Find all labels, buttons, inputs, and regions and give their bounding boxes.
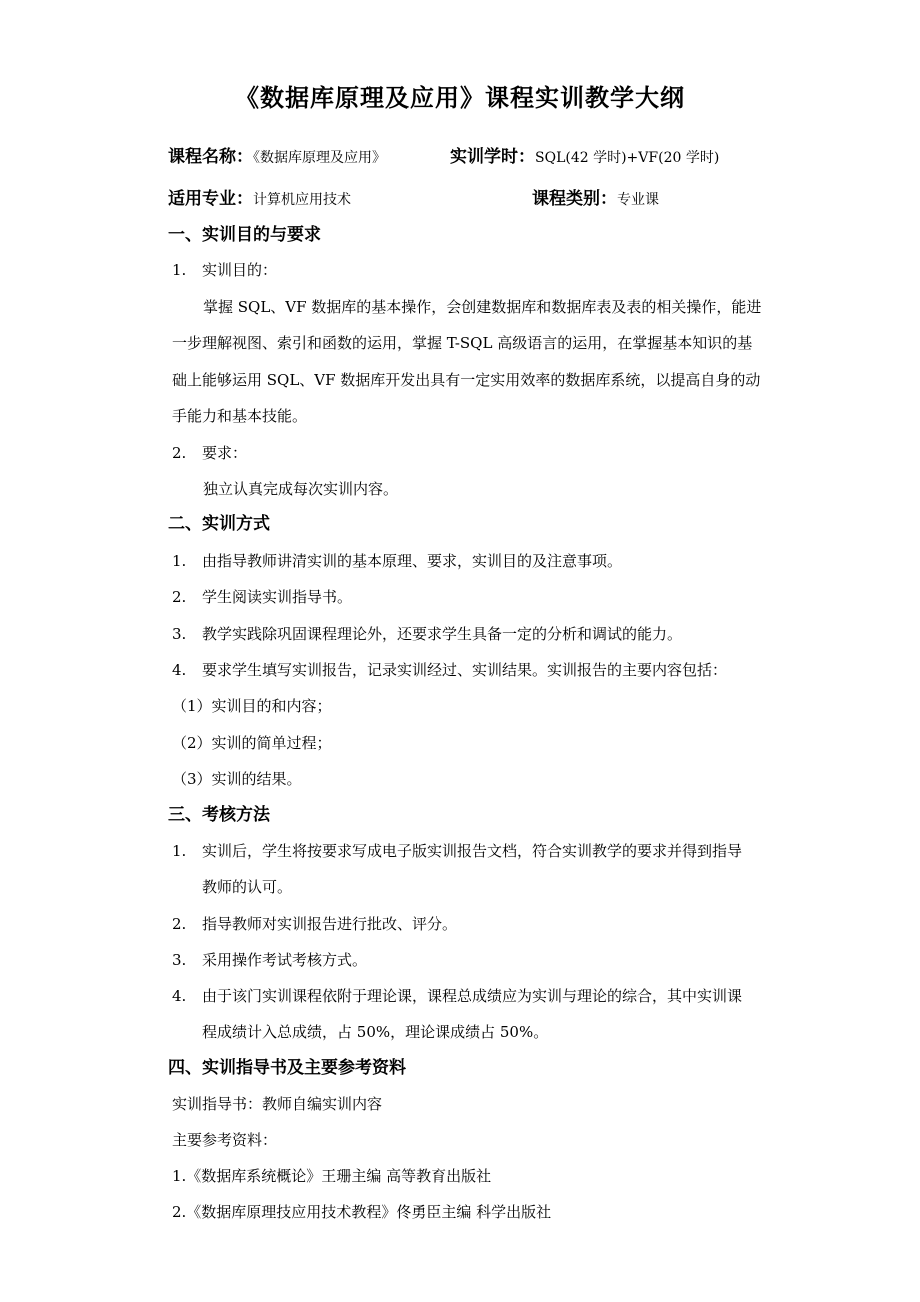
section2-item4	[172, 658, 727, 682]
course-name-row	[168, 146, 386, 169]
category-value: 专业课	[617, 192, 659, 208]
item-number: 2.	[172, 588, 187, 606]
item-number: 1.	[172, 842, 187, 860]
item-text: 要求：	[202, 444, 248, 462]
item-number: 2.	[172, 915, 187, 933]
reference-item-2: 2.《数据库原理技应用技术教程》佟勇臣主编 科学出版社	[172, 1203, 552, 1221]
section4-heading: 四、实训指导书及主要参考资料	[168, 1058, 406, 1078]
section3-item1-continuation: 教师的认可。	[202, 878, 293, 896]
item-number: 1.	[172, 261, 187, 279]
item-number: 4.	[172, 987, 187, 1005]
section3-item4	[172, 984, 742, 1008]
item-number: 2.	[172, 444, 187, 462]
section2-item3	[172, 622, 682, 646]
major-row	[168, 188, 351, 211]
course-name-value: 《数据库原理及应用》	[253, 150, 386, 166]
course-name-label: 课程名称：	[168, 147, 253, 167]
section3-item4-continuation: 程成绩计入总成绩，占 50%，理论课成绩占 50%。	[202, 1023, 549, 1041]
section1-requirement-text: 独立认真完成每次实训内容。	[203, 480, 399, 498]
hours-value: SQL(42 学时)+VF(20 学时)	[535, 150, 720, 166]
item-text: 由于该门实训课程依附于理论课，课程总成绩应为实训与理论的综合，其中实训课	[202, 987, 743, 1005]
item-number: 3.	[172, 951, 187, 969]
item-text: 实训目的：	[202, 261, 278, 279]
hours-label: 实训学时：	[450, 147, 535, 167]
section1-para-line4: 手能力和基本技能。	[172, 407, 308, 425]
item-number: 4.	[172, 661, 187, 679]
category-row	[532, 188, 659, 211]
section3-item3	[172, 948, 367, 972]
section3-item1	[172, 839, 742, 863]
section1-heading: 一、实训目的与要求	[168, 225, 321, 245]
item-text: 学生阅读实训指导书。	[202, 588, 353, 606]
section2-subitem2: （2）实训的简单过程；	[172, 734, 332, 752]
major-label: 适用专业：	[168, 189, 253, 209]
section3-item2	[172, 912, 457, 936]
major-value: 计算机应用技术	[253, 192, 351, 208]
hours-row	[450, 146, 719, 169]
item-text: 实训后，学生将按要求写成电子版实训报告文档，符合实训教学的要求并得到指导	[202, 842, 743, 860]
reference-item-1: 1.《数据库系统概论》王珊主编 高等教育出版社	[172, 1167, 492, 1185]
section2-subitem1: （1）实训目的和内容；	[172, 697, 332, 715]
page-title: 《数据库原理及应用》课程实训教学大纲	[235, 84, 685, 112]
item-number: 3.	[172, 625, 187, 643]
section1-item1	[172, 258, 277, 282]
guide-book-line: 实训指导书：教师自编实训内容	[172, 1095, 383, 1113]
references-label: 主要参考资料：	[172, 1131, 278, 1149]
item-text: 指导教师对实训报告进行批改、评分。	[202, 915, 458, 933]
category-label: 课程类别：	[532, 189, 617, 209]
item-text: 由指导教师讲清实训的基本原理、要求，实训目的及注意事项。	[202, 552, 623, 570]
section1-para-line1: 掌握 SQL、VF 数据库的基本操作，会创建数据库和数据库表及表的相关操作，能进	[203, 298, 762, 316]
section2-subitem3: （3）实训的结果。	[172, 770, 302, 788]
section1-para-line2: 一步理解视图、索引和函数的运用，掌握 T-SQL 高级语言的运用，在掌握基本知识的基	[172, 334, 753, 352]
section2-heading: 二、实训方式	[168, 514, 270, 534]
section2-item1	[172, 549, 622, 573]
section3-heading: 三、考核方法	[168, 805, 270, 825]
item-number: 1.	[172, 552, 187, 570]
section1-item2	[172, 441, 247, 465]
item-text: 教学实践除巩固课程理论外，还要求学生具备一定的分析和调试的能力。	[202, 625, 683, 643]
item-text: 采用操作考试考核方式。	[202, 951, 368, 969]
item-text: 要求学生填写实训报告，记录实训经过、实训结果。实训报告的主要内容包括：	[202, 661, 728, 679]
section2-item2	[172, 585, 352, 609]
section1-para-line3: 础上能够运用 SQL、VF 数据库开发出具有一定实用效率的数据库系统，以提高自身的动	[172, 371, 761, 389]
